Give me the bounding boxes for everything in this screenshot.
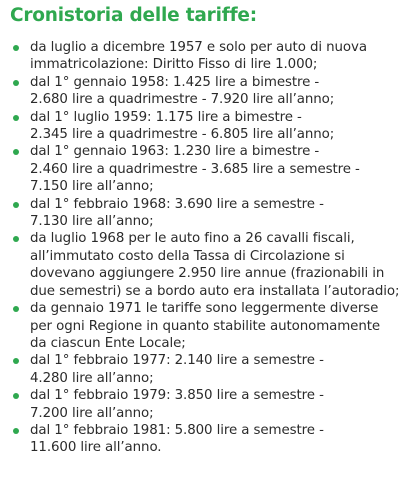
list-item-text-line: da luglio a dicembre 1957 e solo per auto di nuova <box>30 40 367 55</box>
bullet-icon <box>13 149 19 155</box>
bullet-icon <box>13 115 19 121</box>
list-item-text-line: da luglio 1968 per le auto fino a 26 cavalli fiscali, <box>30 231 355 247</box>
list-item-text-line: due semestri) se a bordo auto era installata l’autoradio; <box>30 283 400 299</box>
bullet-icon <box>13 306 19 312</box>
list-item-text-line: da ciascun Ente Locale; <box>30 335 186 351</box>
list-item-text-line: 4.280 lire all’anno; <box>30 370 154 386</box>
list-item-text-line: dal 1° febbraio 1977: 2.140 lire a semestre - <box>30 353 324 369</box>
list-item-text-line: 2.345 lire a quadrimestre - 6.805 lire all’anno; <box>30 127 335 143</box>
list-item-text-line: dal 1° luglio 1959: 1.175 lire a bimestre - <box>30 109 302 125</box>
list-item-text-line: 7.150 lire all’anno; <box>30 179 154 195</box>
list-item-text-line: da gennaio 1971 le tariffe sono leggermente diverse <box>30 301 379 317</box>
list-item <box>10 143 412 195</box>
list-item-text-line: 7.200 lire all’anno; <box>30 405 154 421</box>
list-item <box>10 352 412 387</box>
list-item <box>10 387 412 422</box>
list-item <box>10 422 412 457</box>
list-item <box>10 39 412 74</box>
list-item-text-line: all’immutato costo della Tassa di Circolazione si <box>30 248 345 264</box>
list-item-text-line: dal 1° gennaio 1963: 1.230 lire a bimestre - <box>30 144 320 160</box>
list-item <box>10 300 412 352</box>
bullet-icon <box>13 393 19 399</box>
bullet-icon <box>13 236 19 242</box>
list-item <box>10 230 412 300</box>
list-item <box>10 74 412 109</box>
bullet-icon <box>13 202 19 208</box>
tariff-history-list <box>10 39 412 457</box>
list-item-text-line: dal 1° febbraio 1979: 3.850 lire a semestre - <box>30 388 324 404</box>
list-item-text-line: 2.460 lire a quadrimestre - 3.685 lire a semestre - <box>30 161 360 177</box>
list-item <box>10 109 412 144</box>
list-item-text-line: 7.130 lire all’anno; <box>30 214 154 230</box>
bullet-icon <box>13 358 19 364</box>
list-item-text-line: dal 1° febbraio 1981: 5.800 lire a semestre - <box>30 422 324 438</box>
list-item-text-line: dal 1° gennaio 1958: 1.425 lire a bimestre - <box>30 74 320 90</box>
list-item-text-line: dovevano aggiungere 2.950 lire annue (frazionabili in <box>30 266 385 282</box>
list-item-text-line: per ogni Regione in quanto stabilite autonomamente <box>30 318 380 334</box>
list-item-text-line: 11.600 lire all’anno. <box>30 440 162 456</box>
list-item-text-line: dal 1° febbraio 1968: 3.690 lire a semestre - <box>30 196 324 212</box>
bullet-icon <box>13 45 19 51</box>
list-item <box>10 196 412 231</box>
bullet-icon <box>13 80 19 86</box>
bullet-icon <box>13 428 19 434</box>
list-item-text-line: 2.680 lire a quadrimestre - 7.920 lire all’anno; <box>30 92 335 108</box>
list-item-text-line: immatricolazione: Diritto Fisso di lire 1.000; <box>30 57 318 73</box>
section-title: Cronistoria delle tariffe: <box>10 5 257 26</box>
